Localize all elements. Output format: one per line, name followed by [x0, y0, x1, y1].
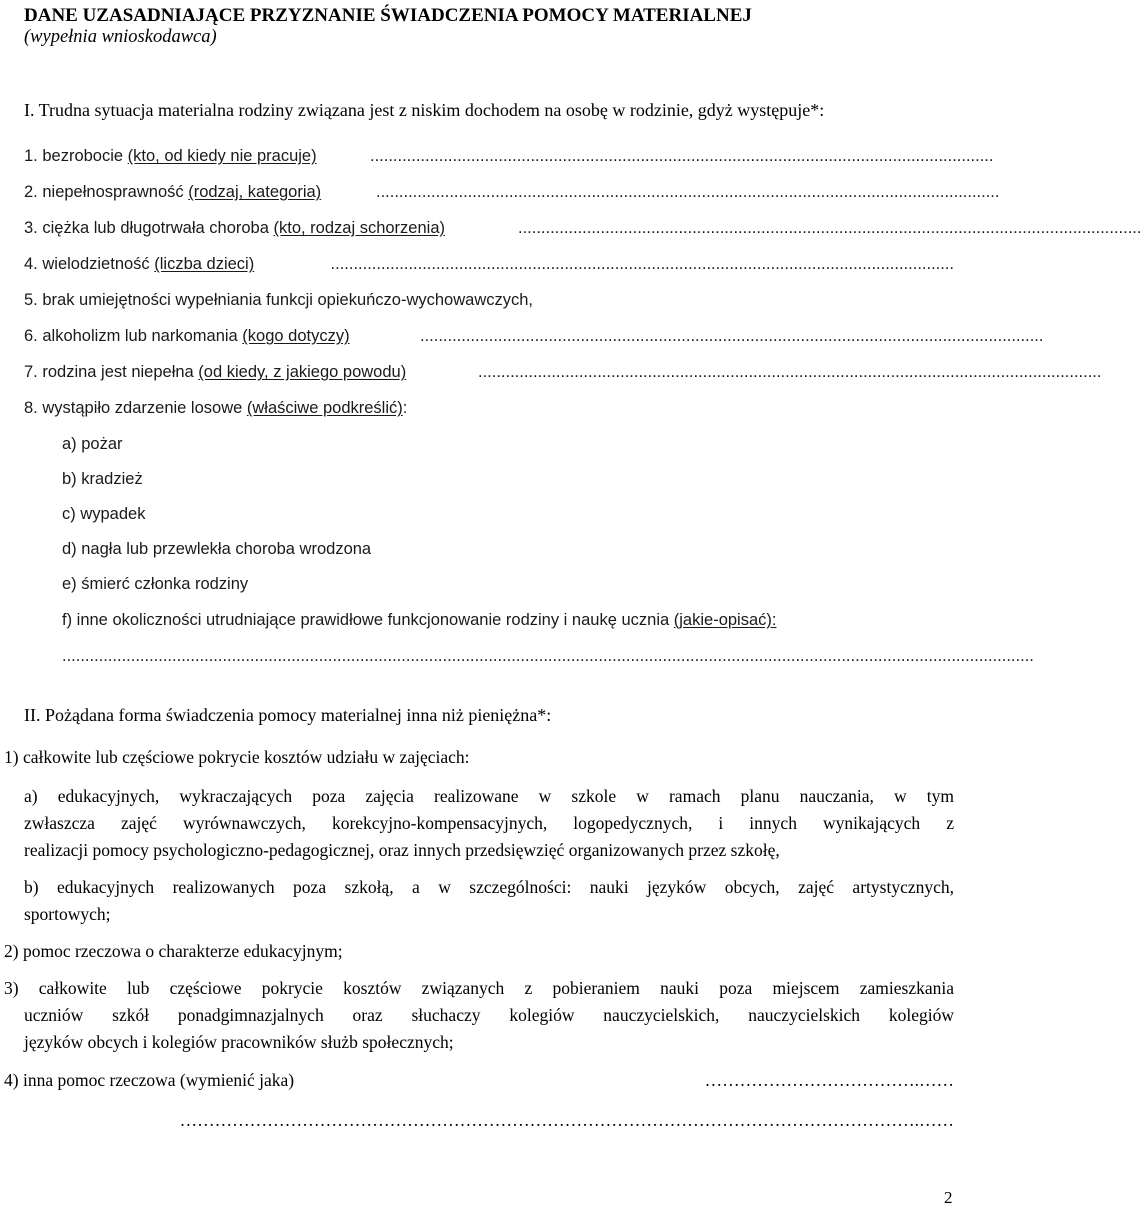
list-item: e) śmierć członka rodziny: [62, 575, 249, 593]
item-number: 7.: [24, 363, 38, 381]
paragraph-line: realizacji pomocy psychologiczno-pedagogicznej, oraz innych przedsięwzięć organizowanych przez szkołę,: [24, 840, 780, 860]
item-note: (kogo dotyczy): [242, 327, 350, 345]
list-item: c) wypadek: [62, 505, 146, 523]
fill-line: ……………………………………………………………………………………………………………….……: [179, 1110, 954, 1130]
page-title: DANE UZASADNIAJĄCE PRZYZNANIE ŚWIADCZENIA POMOCY MATERIALNEJ: [24, 5, 752, 26]
item-number: 6.: [24, 327, 38, 345]
item-number: 4.: [24, 255, 38, 273]
list-item: [24, 400, 407, 417]
item-number: 1.: [24, 147, 38, 165]
section-1-heading: I. Trudna sytuacja materialna rodziny związana jest z niskim dochodem na osobę w rodzinie, gdyż występuje*:: [24, 100, 825, 120]
item-note: (od kiedy, z jakiego powodu): [198, 363, 407, 381]
fill-line: ........................................................................................................................................: [478, 363, 1102, 381]
item-note: (kto, od kiedy nie pracuje): [127, 147, 317, 165]
item-text: niepełnosprawność: [42, 183, 189, 201]
item-number: 8.: [24, 399, 38, 417]
section-2-heading: II. Pożądana forma świadczenia pomocy materialnej inna niż pieniężna*:: [24, 705, 552, 725]
paragraph-line: uczniów szkół ponadgimnazjalnych oraz słuchaczy kolegiów nauczycielskich, nauczycielskich kolegiów: [24, 1005, 954, 1025]
list-item: [24, 220, 445, 237]
item-text: f) inne okoliczności utrudniające prawidłowe funkcjonowanie rodziny i naukę ucznia: [62, 611, 674, 629]
paragraph: 2) pomoc rzeczowa o charakterze edukacyjnym;: [4, 941, 343, 961]
item-colon: :: [402, 399, 408, 417]
list-item: [24, 328, 350, 345]
item-note: (jakie-opisać):: [673, 611, 777, 629]
fill-line: ……………………………….……: [704, 1070, 954, 1090]
item-text: alkoholizm lub narkomania: [42, 327, 243, 345]
item-text: wielodzietność: [42, 255, 155, 273]
list-item: [24, 292, 533, 309]
item-text: 4) inna pomoc rzeczowa (wymienić jaka): [4, 1070, 295, 1090]
paragraph-line: a) edukacyjnych, wykraczających poza zajęcia realizowane w szkole w ramach planu nauczania, w tym: [24, 786, 954, 806]
fill-line: ........................................................................................................................................: [370, 147, 994, 165]
paragraph-line: języków obcych i kolegiów pracowników służb społecznych;: [24, 1032, 454, 1052]
item-number: 3.: [24, 219, 38, 237]
paragraph: 1) całkowite lub częściowe pokrycie kosztów udziału w zajęciach:: [4, 747, 470, 767]
item-number: 2.: [24, 183, 38, 201]
fill-line: ........................................................................................................................................: [518, 219, 1141, 237]
fill-line: ........................................................................................................................................: [420, 327, 1044, 345]
item-note: (kto, rodzaj schorzenia): [273, 219, 445, 237]
item-text: bezrobocie: [42, 147, 128, 165]
item-text: ciężka lub długotrwała choroba: [42, 219, 274, 237]
list-item: d) nagła lub przewlekła choroba wrodzona: [62, 540, 372, 558]
paragraph-line: sportowych;: [24, 904, 111, 924]
page-number: 2: [944, 1188, 953, 1207]
paragraph-line: zwłaszcza zajęć wyrównawczych, korekcyjno-kompensacyjnych, logopedycznych, i innych wynikających z: [24, 813, 954, 833]
list-item: [24, 364, 406, 381]
item-text: wystąpiło zdarzenie losowe: [42, 399, 247, 417]
list-item: b) kradzież: [62, 470, 143, 488]
paragraph-line: b) edukacyjnych realizowanych poza szkołą, a w szczególności: nauki języków obcych, zajęć artystycznych,: [24, 877, 954, 897]
fill-line: ........................................................................................................................................: [376, 183, 1000, 201]
item-note: (rodzaj, kategoria): [188, 183, 322, 201]
item-number: 5.: [24, 291, 38, 309]
paragraph-line: 3) całkowite lub częściowe pokrycie kosztów związanych z pobieraniem nauki poza miejscem zamieszkania: [4, 978, 954, 998]
fill-line: ....................................................................................................................................................................................................................: [62, 647, 1034, 665]
paragraph: [4, 1072, 294, 1090]
item-note: (właściwe podkreślić): [246, 399, 403, 417]
item-text: rodzina jest niepełna: [42, 363, 199, 381]
list-item: [62, 612, 776, 629]
list-item: [24, 256, 254, 273]
item-text: brak umiejętności wypełniania funkcji opiekuńczo-wychowawczych,: [42, 291, 534, 309]
list-item: [24, 184, 321, 201]
fill-line: ........................................................................................................................................: [330, 255, 954, 273]
item-note: (liczba dzieci): [154, 255, 255, 273]
list-item: a) pożar: [62, 435, 123, 453]
page-subtitle: (wypełnia wnioskodawca): [24, 27, 217, 47]
